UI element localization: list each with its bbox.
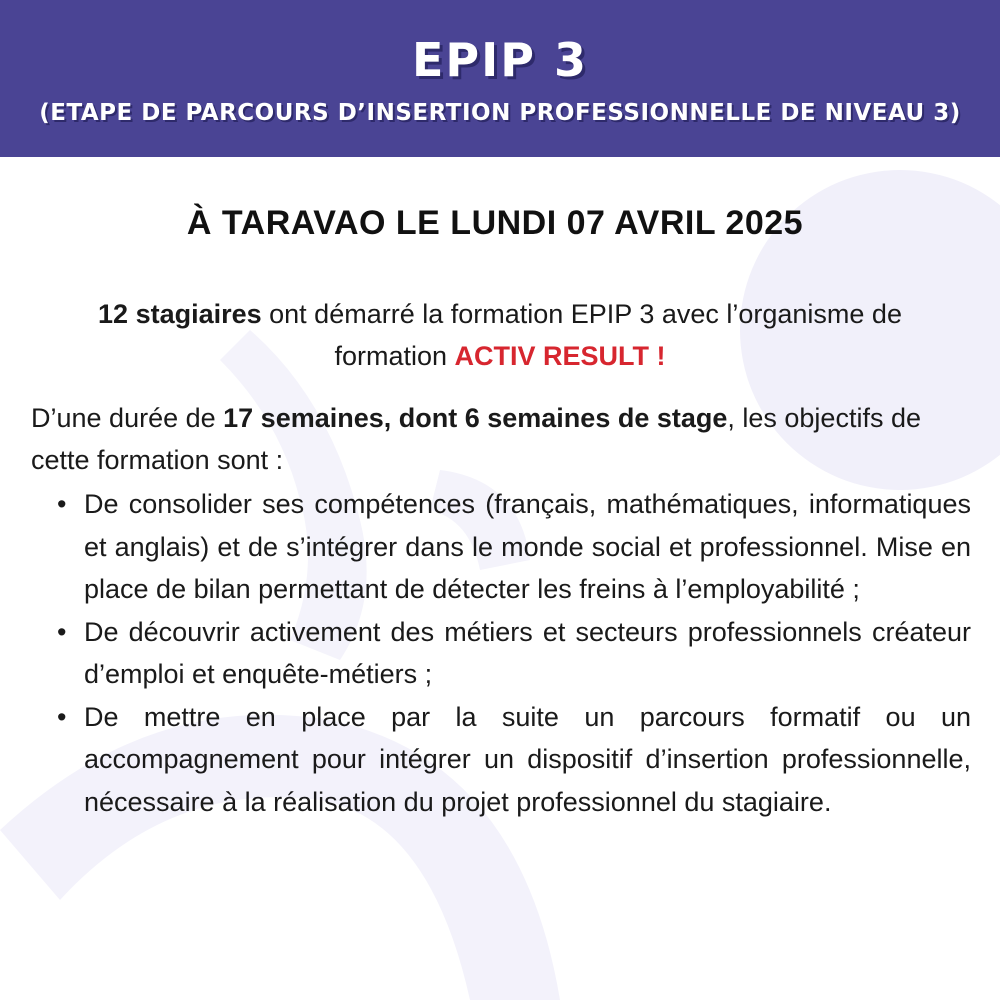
intro-paragraph bbox=[60, 293, 940, 377]
duration-paragraph bbox=[31, 397, 971, 481]
header-banner bbox=[0, 0, 1000, 157]
main-content bbox=[0, 157, 1000, 1000]
intro-text: ont démarré la formation EPIP 3 avec l’organisme de formation bbox=[261, 299, 902, 371]
duration-bold: 17 semaines, dont 6 semaines de stage bbox=[223, 403, 728, 433]
objective-text: De mettre en place par la suite un parcours formatif ou un accompagnement pour intégrer un dispositif d’insertion professionnelle, nécessaire à la réalisation du projet professionnel du stagiaire. bbox=[84, 701, 971, 817]
objective-text: De consolider ses compétences (français, mathématiques, informatiques et anglais) et de s’intégrer dans le monde social et professionnel. Mise en place de bilan permettant de détecter les freins à l’employabilité ; bbox=[84, 489, 971, 604]
duration-prefix: D’une durée de bbox=[31, 403, 224, 433]
intro-count: 12 stagiaires bbox=[98, 299, 262, 329]
bullet-icon: • bbox=[57, 489, 67, 519]
page-title: EPIP 3 bbox=[412, 33, 588, 87]
objective-text: De découvrir activement des métiers et secteurs professionnels créateur d’emploi et enquête-métiers ; bbox=[84, 616, 971, 689]
page-subtitle: (ETAPE DE PARCOURS D’INSERTION PROFESSIONNELLE DE NIVEAU 3) bbox=[39, 100, 961, 126]
objectives-list bbox=[31, 483, 971, 823]
organisme-name: ACTIV RESULT ! bbox=[454, 341, 666, 371]
list-item bbox=[31, 483, 971, 611]
duration-suffix: , les objectifs de cette formation sont : bbox=[31, 403, 921, 475]
bullet-icon: • bbox=[57, 616, 67, 647]
event-date-heading: À TARAVAO LE LUNDI 07 AVRIL 2025 bbox=[186, 204, 804, 242]
list-item bbox=[31, 611, 971, 696]
bullet-icon: • bbox=[57, 701, 67, 732]
list-item bbox=[31, 696, 971, 824]
